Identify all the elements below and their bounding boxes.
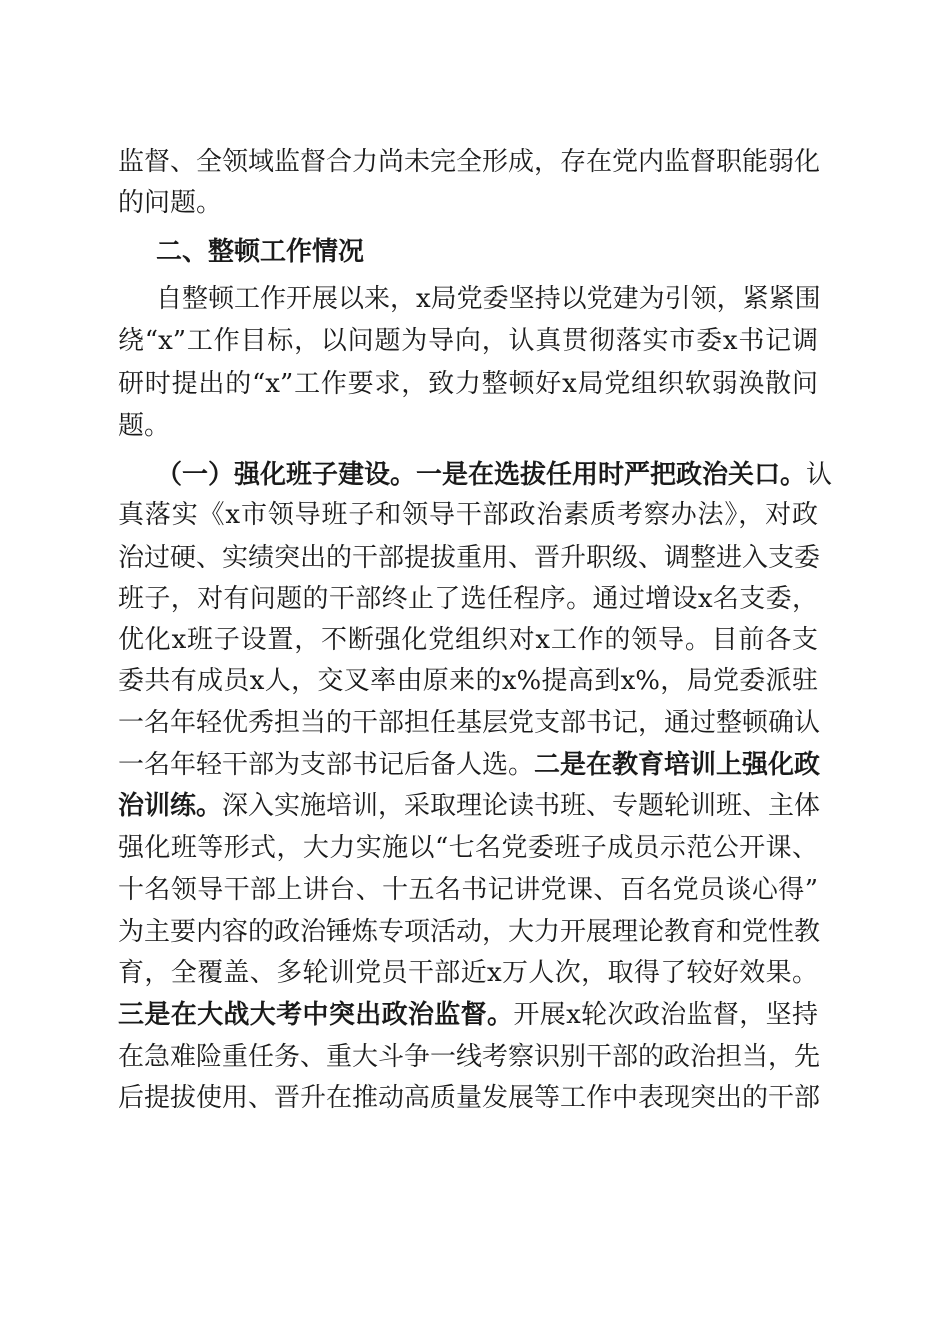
text-segment: 一名年轻优秀担当的干部担任基层党支部书记，通过整顿确认 xyxy=(118,708,821,738)
text-segment: 为主要内容的政治锤炼专项活动，大力开展理论教育和党性教 xyxy=(118,917,821,947)
text-segment: 监督、全领域监督合力尚未完全形成，存在党内监督职能弱化 xyxy=(118,147,821,177)
text-line xyxy=(118,870,818,910)
text-line xyxy=(118,279,821,319)
text-line xyxy=(118,828,818,868)
text-segment: 强化班等形式，大力实施以“七名党委班子成员示范公开课、 xyxy=(118,833,818,863)
text-line xyxy=(118,495,818,535)
text-line xyxy=(118,183,222,223)
text-segment: 题。 xyxy=(118,411,171,441)
text-line xyxy=(118,661,818,701)
text-segment: 在急难险重任务、重大斗争一线考察识别干部的政治担当，先 xyxy=(118,1042,821,1072)
text-segment: 真落实《x市领导班子和领导干部政治素质考察办法》，对政 xyxy=(118,500,818,530)
text-segment: 一名年轻干部为支部书记后备人选。 xyxy=(118,750,535,780)
text-segment: 二、整顿工作情况 xyxy=(156,237,365,267)
text-segment: 育，全覆盖、多轮训党员干部近x万人次，取得了较好效果。 xyxy=(118,958,818,988)
text-line xyxy=(118,538,821,578)
text-segment: （一）强化班子建设。一是在选拔任用时严把政治关口。 xyxy=(156,460,807,490)
text-segment: 优化x班子设置，不断强化党组织对x工作的领导。目前各支 xyxy=(118,625,818,655)
section-heading xyxy=(118,232,818,272)
text-segment: 深入实施培训，采取理论读书班、专题轮训班、主体 xyxy=(222,791,821,821)
text-segment: 认 xyxy=(806,460,833,490)
text-segment: 绕“x”工作目标，以问题为导向，认真贯彻落实市委x书记调 xyxy=(118,326,818,356)
text-segment: 班子，对有问题的干部终止了选任程序。通过增设x名支委， xyxy=(118,584,818,614)
text-line xyxy=(118,579,818,619)
text-line xyxy=(118,703,821,743)
text-line xyxy=(118,912,821,952)
subsection-heading-line xyxy=(118,455,833,495)
text-segment: 三是在大战大考中突出政治监督。 xyxy=(118,1000,514,1030)
text-segment: 的问题。 xyxy=(118,188,223,218)
text-segment: 开展x轮次政治监督，坚持 xyxy=(513,1000,818,1030)
text-segment: 治过硬、实绩突出的干部提拔重用、晋升职级、调整进入支委 xyxy=(118,543,821,573)
text-segment: 自整顿工作开展以来，x局党委坚持以党建为引领，紧紧围 xyxy=(156,284,821,314)
text-line xyxy=(118,745,821,785)
text-segment: 二是在教育培训上强化政 xyxy=(534,750,821,780)
text-line xyxy=(118,620,818,660)
text-line xyxy=(118,321,818,361)
text-line xyxy=(118,1037,821,1077)
text-segment: 委共有成员x人，交叉率由原来的x%提高到x%，局党委派驻 xyxy=(118,666,818,696)
text-line xyxy=(118,142,821,182)
text-segment: 研时提出的“x”工作要求，致力整顿好x局党组织软弱涣散问 xyxy=(118,369,818,399)
text-line xyxy=(118,786,821,826)
text-segment: 十名领导干部上讲台、十五名书记讲党课、百名党员谈心得” xyxy=(118,875,818,905)
text-line xyxy=(118,995,818,1035)
text-segment: 治训练。 xyxy=(118,791,223,821)
text-line xyxy=(118,953,818,993)
text-line xyxy=(118,406,170,446)
text-segment: 后提拔使用、晋升在推动高质量发展等工作中表现突出的干部 xyxy=(118,1083,821,1113)
text-line xyxy=(118,364,818,404)
text-line xyxy=(118,1078,821,1118)
